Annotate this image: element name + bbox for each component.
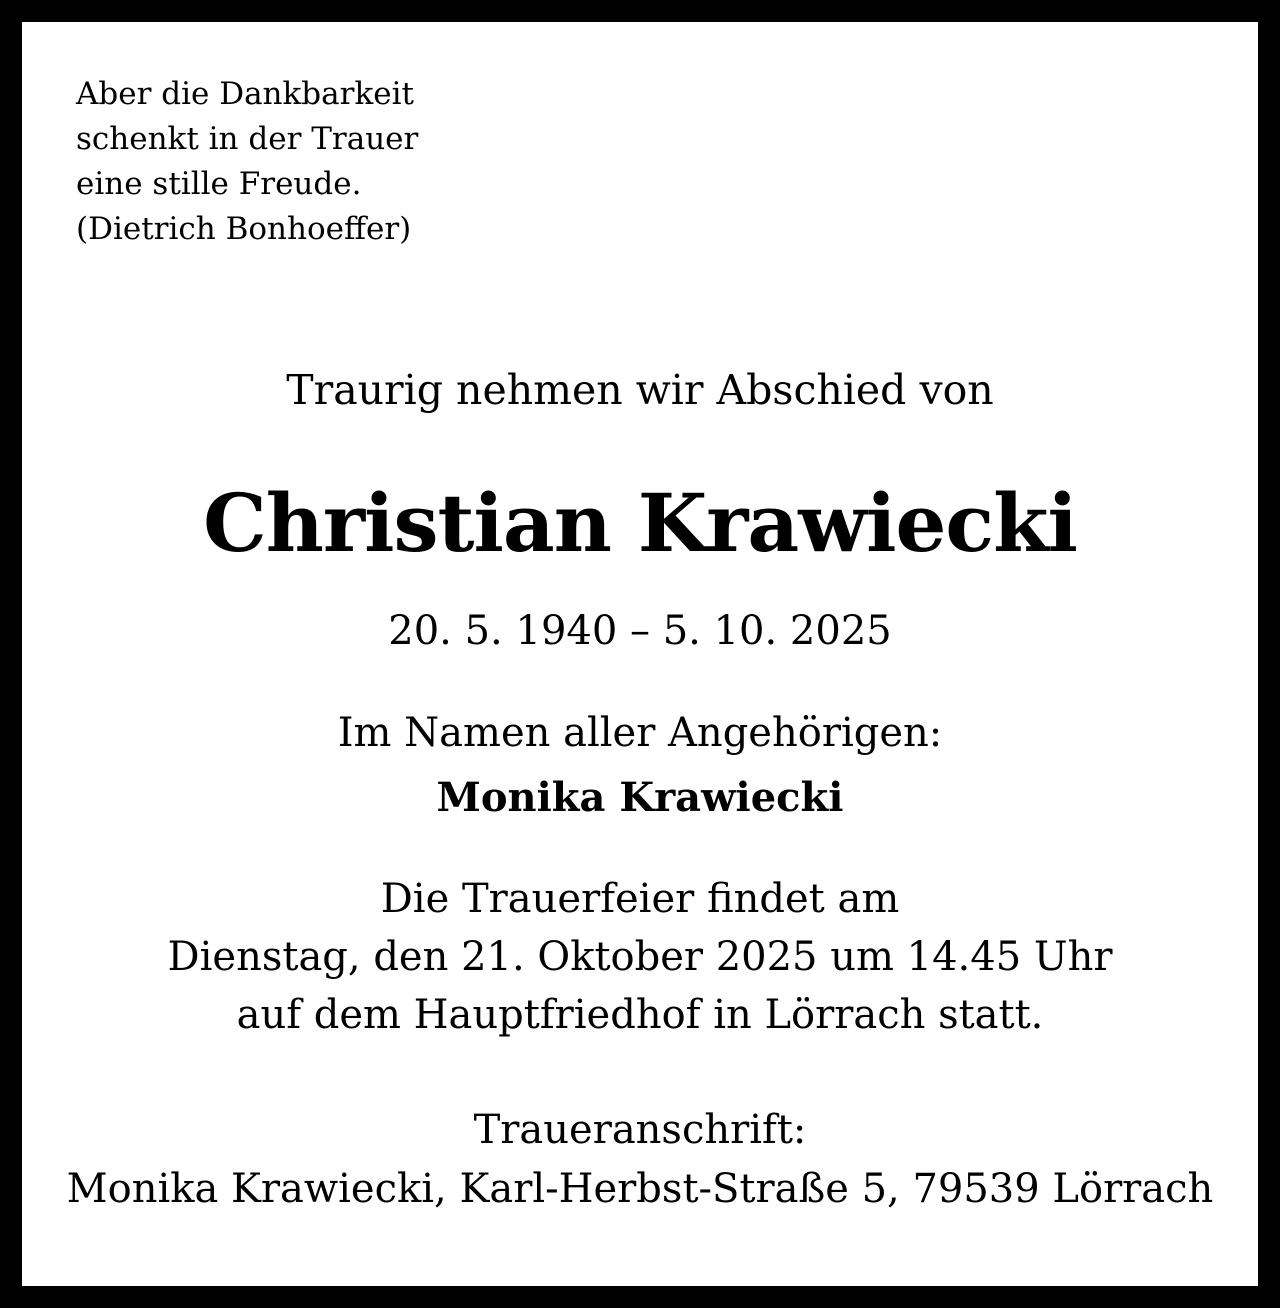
life-dates: 20. 5. 1940 – 5. 10. 2025 — [388, 608, 892, 654]
quote-line: eine stille Freude. — [76, 166, 362, 202]
quote-block — [76, 72, 418, 252]
address-label: Traueranschrift: — [473, 1107, 807, 1153]
intro-text: Traurig nehmen wir Abschied von — [286, 366, 994, 414]
ceremony-block — [22, 870, 1258, 1044]
on-behalf-text: Im Namen aller Angehörigen: — [337, 710, 943, 756]
relative-name: Monika Krawiecki — [436, 774, 844, 821]
deceased-name: Christian Krawiecki — [203, 476, 1077, 570]
ceremony-line: auf dem Hauptfriedhof in Lörrach statt. — [236, 992, 1044, 1038]
quote-line: schenkt in der Trauer — [76, 121, 419, 157]
ceremony-line: Die Trauerfeier findet am — [380, 876, 900, 922]
quote-author: (Dietrich Bonhoeffer) — [76, 211, 412, 247]
address-value: Monika Krawiecki, Karl-Herbst-Straße 5, 79539 Lörrach — [66, 1166, 1214, 1212]
ceremony-line: Dienstag, den 21. Oktober 2025 um 14.45 Uhr — [167, 934, 1113, 980]
quote-line: Aber die Dankbarkeit — [76, 76, 414, 112]
